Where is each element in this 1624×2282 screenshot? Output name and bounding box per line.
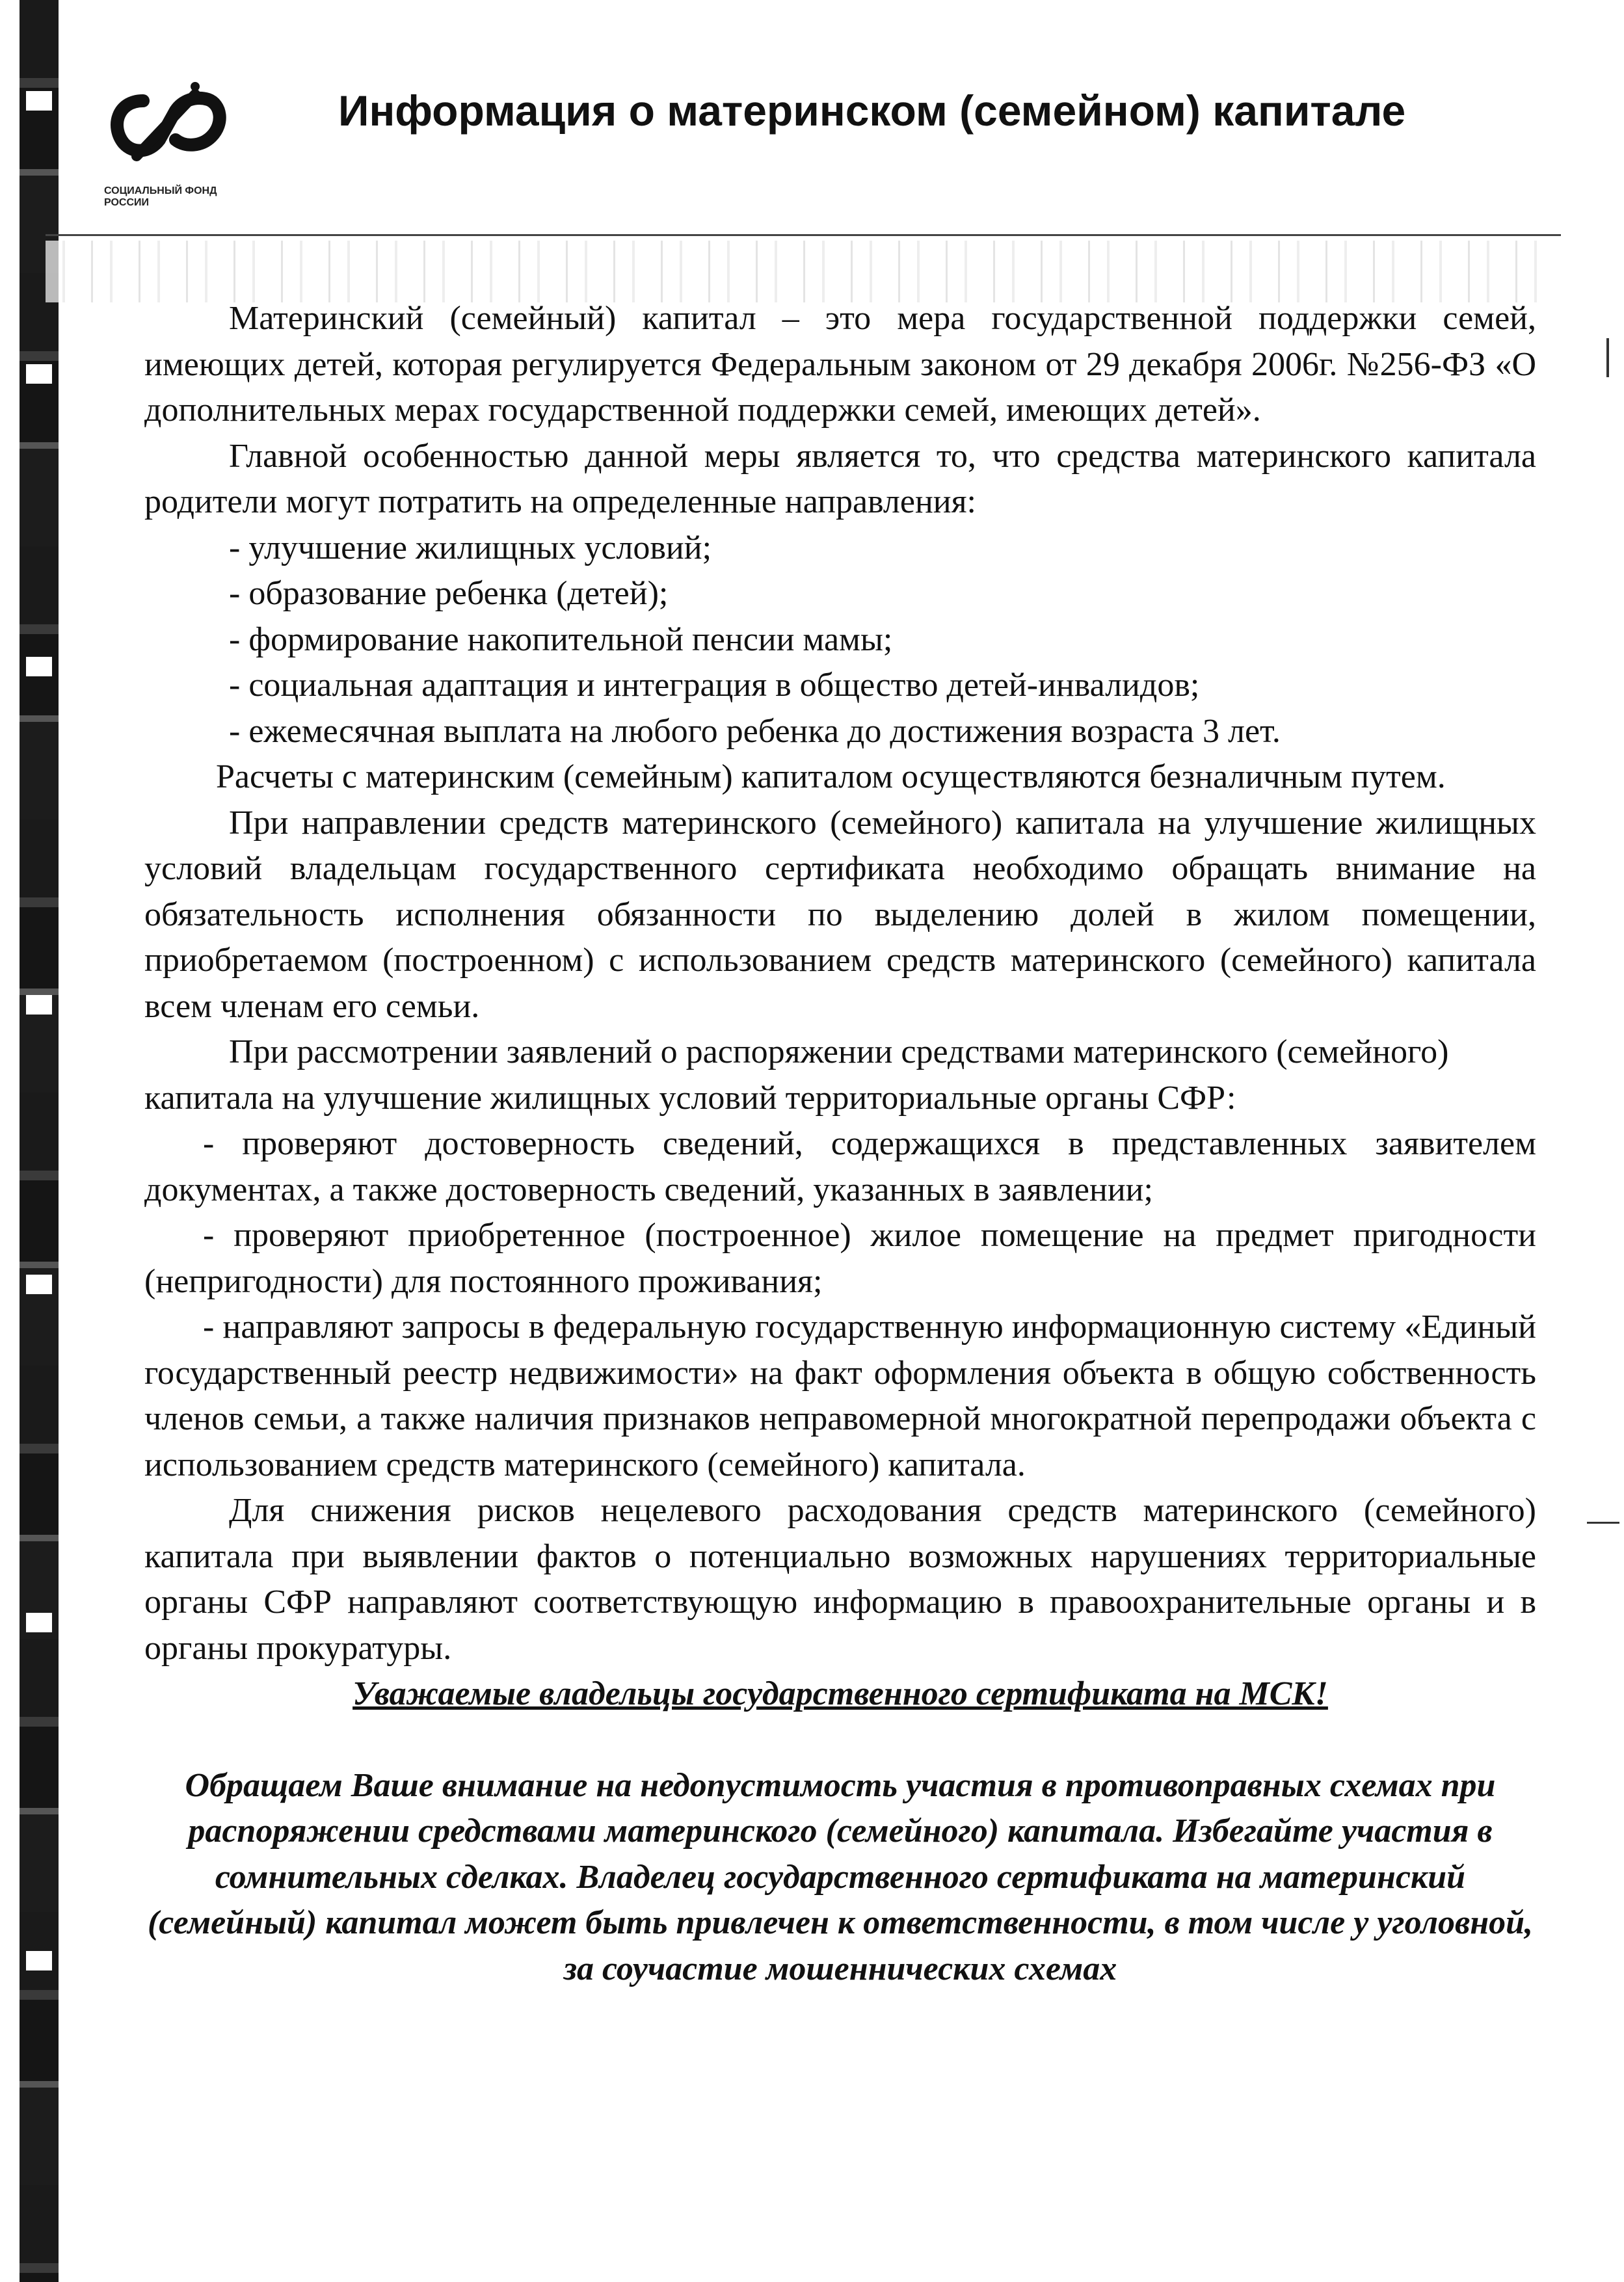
scan-artifact [1606,338,1609,377]
paragraph-risk-reduction: Для снижения рисков нецелевого расходования средств материнского (семейного) капитала при выявлении фактов о потенциально возможных нарушениях территориальные органы СФР направляют соответствующую информацию в правоохранительные органы и в органы прокуратуры. [144,1492,1536,1667]
notice-heading: Уважаемые владельцы государственного сертификата на МСК! [353,1675,1328,1712]
scan-smudge [46,241,1561,302]
list-item: - образование ребенка (детей); [229,575,669,612]
paragraph-housing-shares: При направлении средств материнского (семейного) капитала на улучшение жилищных условий владельцам государственного сертификата необходимо обращать внимание на обязательность исполнения обязанности по выделению долей в жилом помещении, приобретаемом (построенном) с использованием средств материнского (семейного) капитала всем членам его семьи. [144,804,1536,1025]
scan-artifact [26,91,52,111]
list-item: - формирование накопительной пенсии мамы; [229,620,893,658]
list-item: - ежемесячная выплата на любого ребенка до достижения возраста 3 лет. [229,712,1281,750]
scan-artifact [26,364,52,384]
sfr-logo-icon [98,75,228,179]
scanner-edge-strip [20,0,59,2282]
list-item: - проверяют достоверность сведений, содержащихся в представленных заявителем документах, а также достоверность сведений, указанных в заявлении; [144,1125,1536,1208]
logo-caption: СОЦИАЛЬНЫЙ ФОНД РОССИИ [104,185,217,208]
sfr-logo [98,75,228,231]
paragraph-payments: Расчеты с материнским (семейным) капиталом осуществляются безналичным путем. [216,758,1446,795]
scan-artifact [26,657,52,676]
header-divider [46,234,1561,236]
document-header [98,62,1561,237]
paragraph-definition: Материнский (семейный) капитал – это мера государственной поддержки семей, имеющих детей, которая регулируется Федеральным законом от 29 декабря 2006г. №256-ФЗ «О дополнительных мерах государственной поддержки семей, имеющих детей». [144,300,1536,429]
scan-artifact [1587,1522,1619,1524]
notice-body: Обращаем Ваше внимание на недопустимость участия в противоправных схемах при распоряжении средствами материнского (семейного) капитала. Избегайте участия в сомнительных сделках. Владелец государственного сертификата на материнский (семейный) капитал может быть привлечен к ответственности, в том числе у уголовной, за соучастие мошеннических схемах [147,1766,1534,1987]
scan-artifact [26,1951,52,1970]
list-item: - улучшение жилищных условий; [229,529,712,566]
page-title: Информация о материнском (семейном) капитале [338,86,1406,135]
paragraph-review-intro: При рассмотрении заявлений о распоряжении средствами материнского (семейного) капитала на улучшение жилищных условий территориальные органы СФР: [144,1033,1449,1117]
list-item: - направляют запросы в федеральную государственную информационную систему «Единый государственный реестр недвижимости» на факт оформления объекта в общую собственность членов семьи, а также наличия признаков неправомерной многократной перепродажи объекта с использованием средств материнского (семейного) капитала. [144,1308,1536,1483]
list-item: - социальная адаптация и интеграция в общество детей-инвалидов; [229,667,1200,704]
paragraph-directions-intro: Главной особенностью данной меры является то, что средства материнского капитала родители могут потратить на определенные направления: [144,437,1536,520]
document-body [144,296,1536,1992]
scan-artifact [26,1275,52,1294]
list-item: - проверяют приобретенное (построенное) жилое помещение на предмет пригодности (непригодности) для постоянного проживания; [144,1217,1536,1300]
scan-artifact [26,1613,52,1632]
scan-artifact [26,995,52,1015]
